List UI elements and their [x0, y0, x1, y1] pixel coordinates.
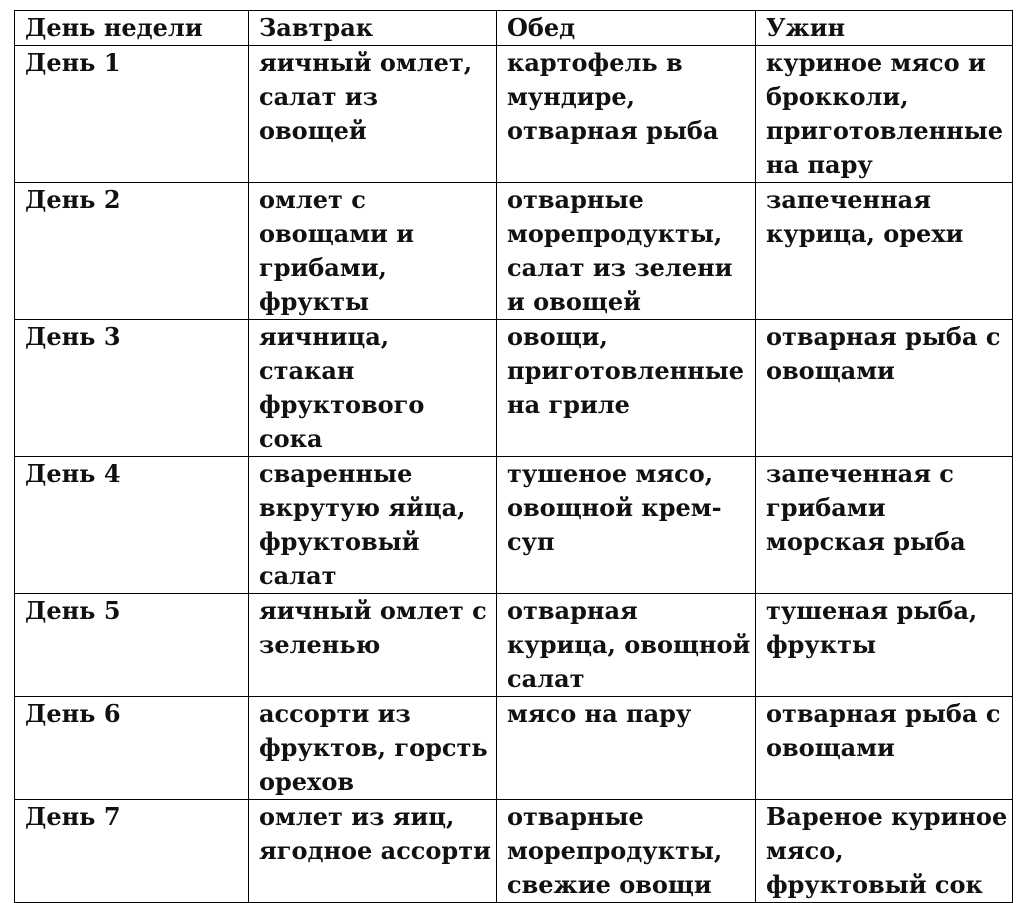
header-day: День недели: [15, 11, 249, 46]
table-row: [15, 800, 1013, 903]
cell-day: День 7: [15, 800, 249, 903]
cell-breakfast: яичница, стакан фруктового сока: [249, 320, 497, 457]
header-dinner: Ужин: [756, 11, 1013, 46]
table-row: [15, 46, 1013, 183]
cell-breakfast: ассорти из фруктов, горсть орехов: [249, 697, 497, 800]
table-row: [15, 697, 1013, 800]
cell-lunch: тушеное мясо, овощной крем-суп: [497, 457, 756, 594]
table-row: [15, 183, 1013, 320]
table-row: [15, 594, 1013, 697]
cell-dinner: отварная рыба с овощами: [756, 320, 1013, 457]
cell-day: День 6: [15, 697, 249, 800]
cell-day: День 4: [15, 457, 249, 594]
header-row: [15, 11, 1013, 46]
cell-day: День 5: [15, 594, 249, 697]
cell-dinner: отварная рыба с овощами: [756, 697, 1013, 800]
cell-lunch: отварная курица, овощной салат: [497, 594, 756, 697]
cell-lunch: овощи, приготовленные на гриле: [497, 320, 756, 457]
cell-lunch: отварные морепродукты, салат из зелени и овощей: [497, 183, 756, 320]
cell-lunch: мясо на пару: [497, 697, 756, 800]
cell-breakfast: яичный омлет с зеленью: [249, 594, 497, 697]
cell-breakfast: омлет из яиц, ягодное ассорти: [249, 800, 497, 903]
cell-day: День 3: [15, 320, 249, 457]
cell-dinner: запеченная с грибами морская рыба: [756, 457, 1013, 594]
cell-dinner: Вареное куриное мясо, фруктовый сок: [756, 800, 1013, 903]
cell-day: День 2: [15, 183, 249, 320]
table-row: [15, 457, 1013, 594]
table-row: [15, 320, 1013, 457]
cell-dinner: запеченная курица, орехи: [756, 183, 1013, 320]
cell-breakfast: омлет с овощами и грибами, фрукты: [249, 183, 497, 320]
header-breakfast: Завтрак: [249, 11, 497, 46]
cell-lunch: картофель в мундире, отварная рыба: [497, 46, 756, 183]
cell-breakfast: сваренные вкрутую яйца, фруктовый салат: [249, 457, 497, 594]
cell-dinner: тушеная рыба, фрукты: [756, 594, 1013, 697]
cell-dinner: куриное мясо и брокколи, приготовленные на пару: [756, 46, 1013, 183]
weekly-menu-table: [14, 10, 1013, 903]
cell-breakfast: яичный омлет, салат из овощей: [249, 46, 497, 183]
header-lunch: Обед: [497, 11, 756, 46]
cell-day: День 1: [15, 46, 249, 183]
cell-lunch: отварные морепродукты, свежие овощи: [497, 800, 756, 903]
